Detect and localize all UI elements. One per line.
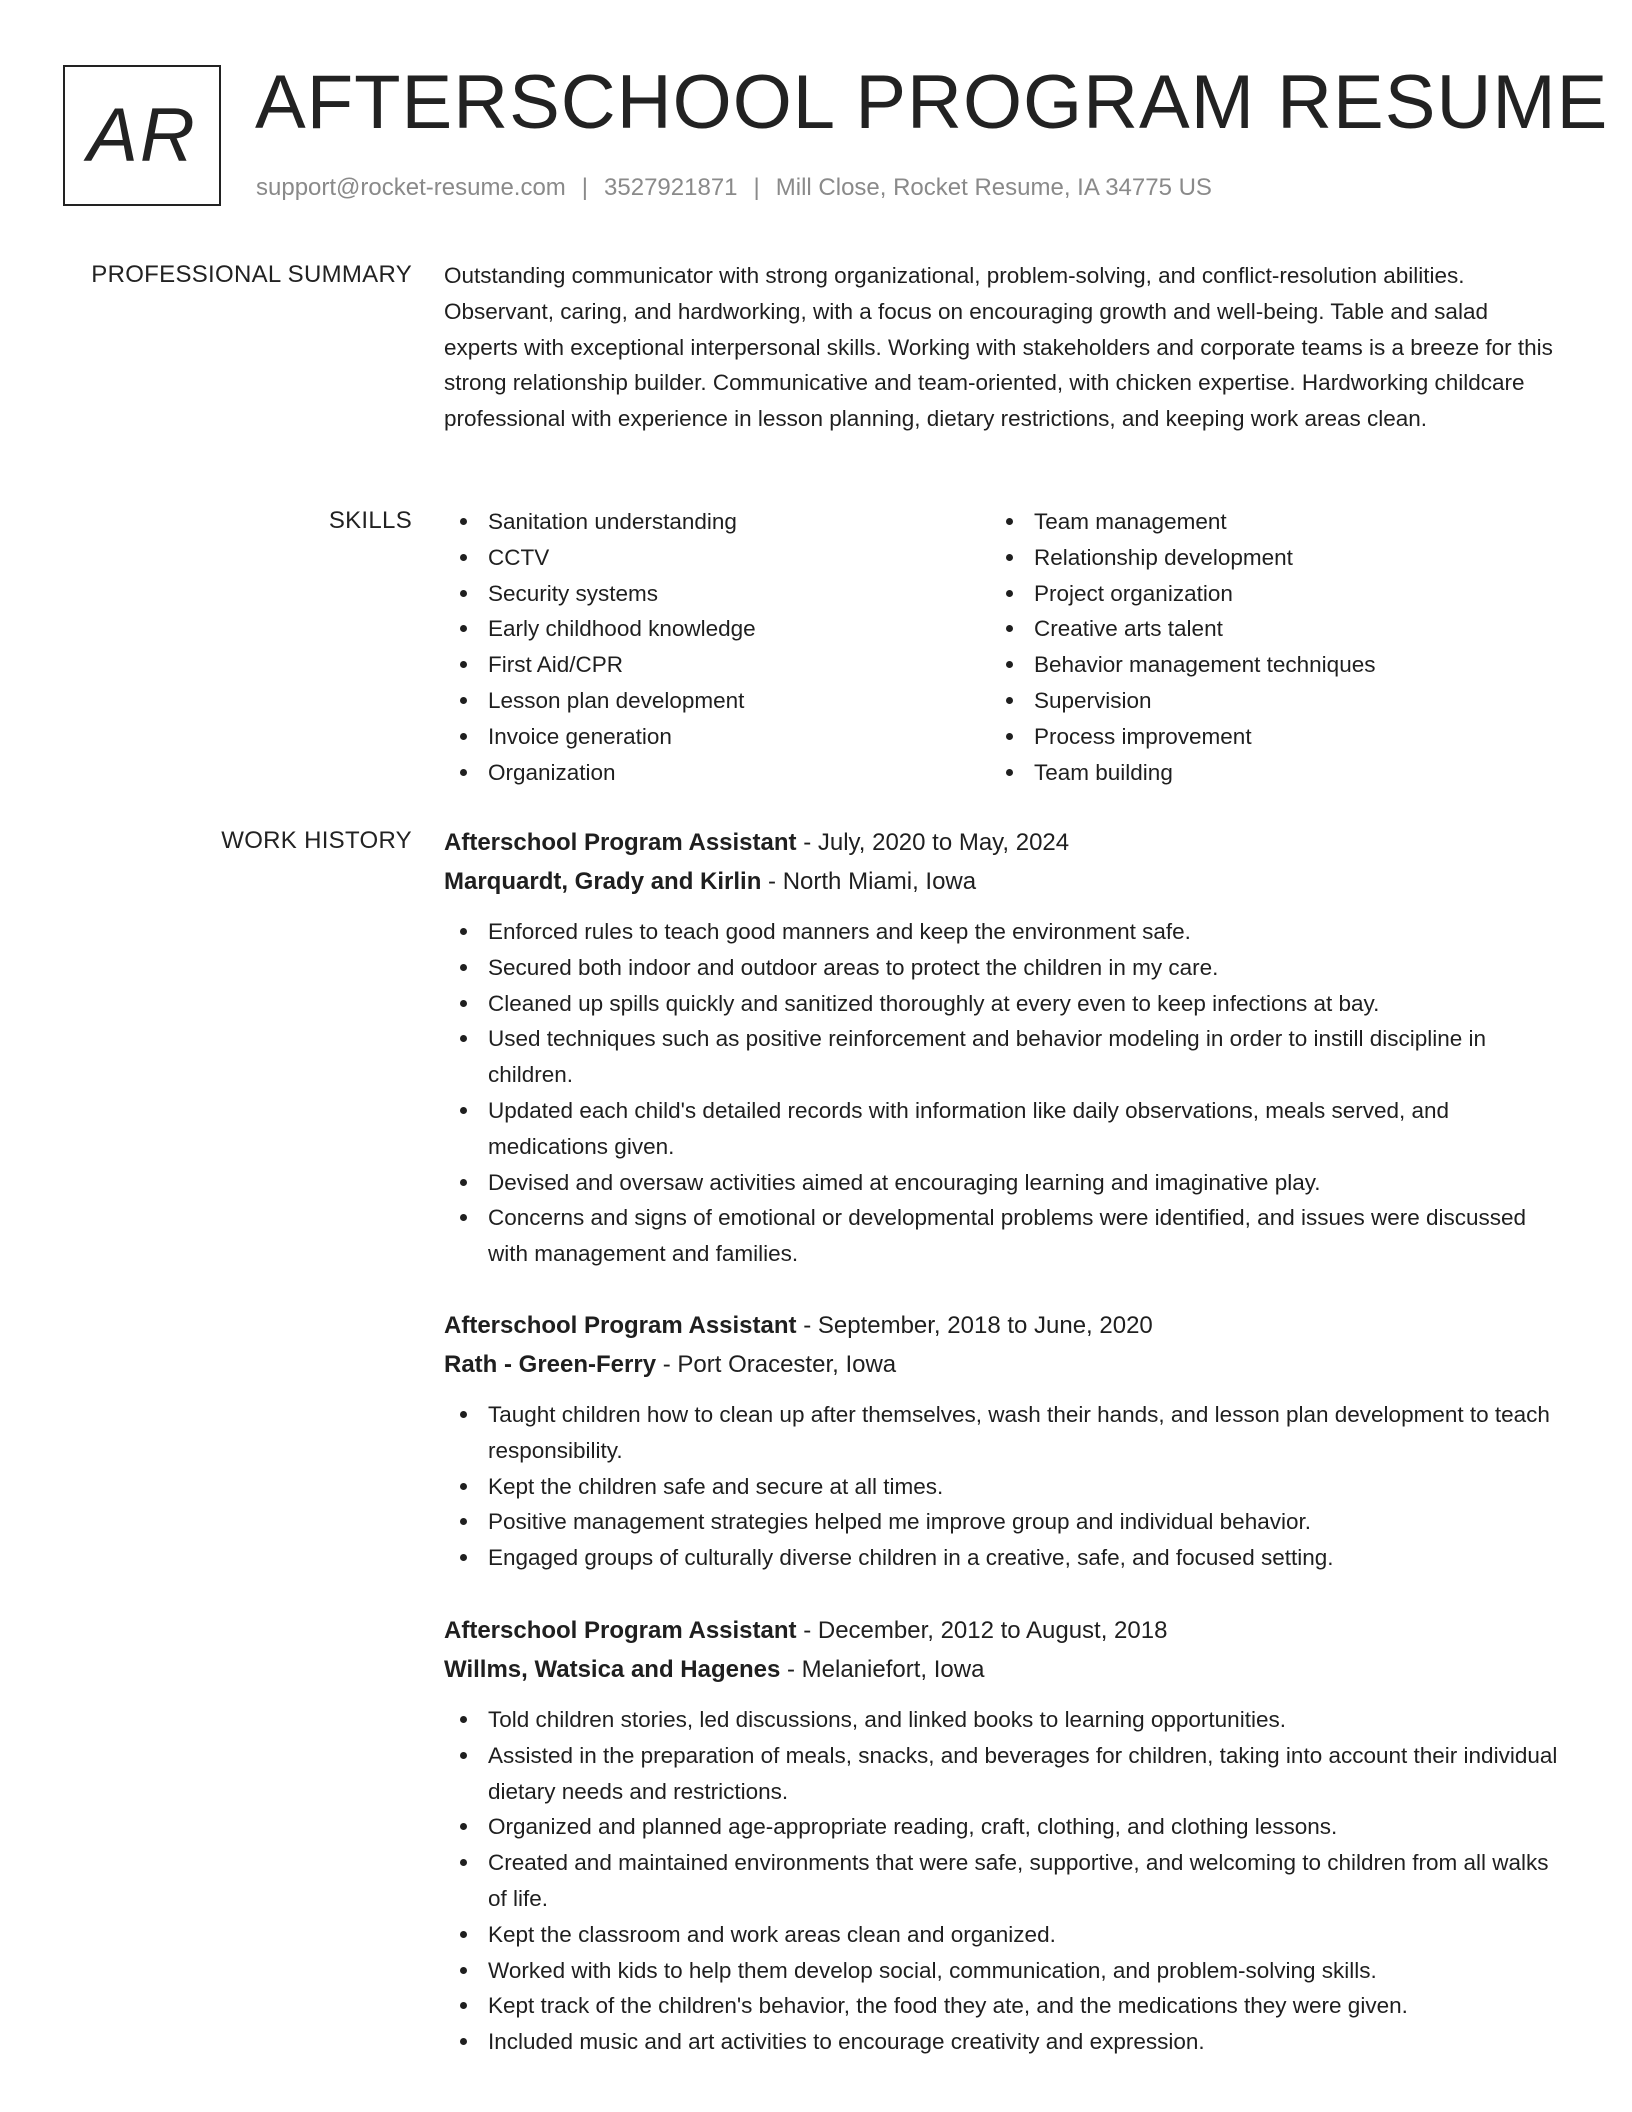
- skills-body: [444, 504, 1564, 790]
- job-title: Afterschool Program Assistant: [444, 1617, 797, 1644]
- job-bullet: Used techniques such as positive reinforcement and behavior modeling in order to instill discipline in children.: [444, 1021, 1564, 1093]
- job-bullet: Organized and planned age-appropriate reading, craft, clothing, and clothing lessons.: [444, 1809, 1564, 1845]
- job-dates: - December, 2012 to August, 2018: [796, 1617, 1168, 1644]
- job-bullet: Included music and art activities to encourage creativity and expression.: [444, 2024, 1564, 2060]
- skills-heading: SKILLS: [328, 507, 412, 534]
- skill-item: Behavior management techniques: [990, 647, 1536, 683]
- skill-item: Team building: [990, 755, 1536, 791]
- skill-item: Early childhood knowledge: [444, 611, 990, 647]
- job-company: Willms, Watsica and Hagenes: [444, 1656, 781, 1683]
- job-bullet: Kept track of the children's behavior, the food they ate, and the medications they were given.: [444, 1988, 1564, 2024]
- skill-item: Sanitation understanding: [444, 504, 990, 540]
- job-company: Marquardt, Grady and Kirlin: [444, 868, 762, 895]
- job-bullet: Updated each child's detailed records with information like daily observations, meals served, and medications given.: [444, 1093, 1564, 1165]
- job-bullet: Created and maintained environments that were safe, supportive, and welcoming to children from all walks of life.: [444, 1845, 1564, 1917]
- job-bullet-list: [444, 1702, 1564, 2060]
- skill-item: Organization: [444, 755, 990, 791]
- job-bullet-list: [444, 1397, 1564, 1576]
- skill-item: CCTV: [444, 540, 990, 576]
- job-entry: [444, 1611, 1564, 2060]
- skills-list-right: [990, 504, 1536, 790]
- job-bullet: Told children stories, led discussions, and linked books to learning opportunities.: [444, 1702, 1564, 1738]
- job-entry: [444, 823, 1564, 1272]
- summary-heading: PROFESSIONAL SUMMARY: [91, 261, 412, 288]
- contact-email: support@rocket-resume.com: [256, 174, 566, 201]
- job-title-line: [444, 823, 1564, 862]
- job-title: Afterschool Program Assistant: [444, 1312, 797, 1339]
- job-bullet: Assisted in the preparation of meals, snacks, and beverages for children, taking into account their individual dietary needs and restrictions.: [444, 1738, 1564, 1810]
- initials-monogram: AR: [63, 65, 221, 206]
- skill-item: Creative arts talent: [990, 611, 1536, 647]
- contact-separator: |: [753, 174, 760, 201]
- job-company-line: [444, 1650, 1564, 1689]
- job-company: Rath - Green-Ferry: [444, 1351, 657, 1378]
- job-location: - Port Oracester, Iowa: [656, 1351, 897, 1378]
- skill-item: Security systems: [444, 576, 990, 612]
- job-location: - Melaniefort, Iowa: [780, 1656, 985, 1683]
- summary-body: [444, 258, 1564, 437]
- work-history-heading: WORK HISTORY: [221, 827, 412, 854]
- skill-item: Lesson plan development: [444, 683, 990, 719]
- job-bullet: Concerns and signs of emotional or developmental problems were identified, and issues were discussed with management and families.: [444, 1200, 1564, 1272]
- skill-item: Process improvement: [990, 719, 1536, 755]
- job-bullet: Positive management strategies helped me improve group and individual behavior.: [444, 1504, 1564, 1540]
- job-location: - North Miami, Iowa: [761, 868, 977, 895]
- job-title-line: [444, 1611, 1564, 1650]
- summary-text: Outstanding communicator with strong organizational, problem-solving, and conflict-resolution abilities. Observant, caring, and hardworking, with a focus on encouraging growth and well-being. Table and salad experts with exceptional interpersonal skills. Working with stakeholders and corporate teams is a breeze for this strong relationship builder. Communicative and team-oriented, with chicken expertise. Hardworking childcare professional with experience in lesson planning, dietary restrictions, and keeping work areas clean.: [444, 263, 1553, 432]
- skill-item: Relationship development: [990, 540, 1536, 576]
- job-company-line: [444, 862, 1564, 901]
- job-entry: [444, 1306, 1564, 1576]
- job-company-line: [444, 1345, 1564, 1384]
- job-bullet: Cleaned up spills quickly and sanitized thoroughly at every even to keep infections at bay.: [444, 986, 1564, 1022]
- job-bullet-list: [444, 914, 1564, 1272]
- contact-phone: 3527921871: [604, 174, 738, 201]
- job-bullet: Kept the children safe and secure at all times.: [444, 1469, 1564, 1505]
- contact-address: Mill Close, Rocket Resume, IA 34775 US: [775, 174, 1212, 201]
- skill-item: Team management: [990, 504, 1536, 540]
- job-bullet: Secured both indoor and outdoor areas to protect the children in my care.: [444, 950, 1564, 986]
- skill-item: Project organization: [990, 576, 1536, 612]
- job-bullet: Taught children how to clean up after themselves, wash their hands, and lesson plan development to teach responsibility.: [444, 1397, 1564, 1469]
- skills-list-left: [444, 504, 990, 790]
- job-dates: - September, 2018 to June, 2020: [796, 1312, 1153, 1339]
- job-title-line: [444, 1306, 1564, 1345]
- skill-item: Invoice generation: [444, 719, 990, 755]
- job-dates: - July, 2020 to May, 2024: [796, 829, 1070, 856]
- contact-separator: |: [581, 174, 589, 201]
- job-bullet: Kept the classroom and work areas clean and organized.: [444, 1917, 1564, 1953]
- resume-title: AFTERSCHOOL PROGRAM RESUME: [255, 60, 1609, 145]
- contact-line: [256, 174, 1212, 202]
- job-bullet: Enforced rules to teach good manners and keep the environment safe.: [444, 914, 1564, 950]
- skill-item: First Aid/CPR: [444, 647, 990, 683]
- job-bullet: Worked with kids to help them develop social, communication, and problem-solving skills.: [444, 1953, 1564, 1989]
- job-bullet: Engaged groups of culturally diverse children in a creative, safe, and focused setting.: [444, 1540, 1564, 1576]
- job-title: Afterschool Program Assistant: [444, 829, 797, 856]
- job-bullet: Devised and oversaw activities aimed at encouraging learning and imaginative play.: [444, 1165, 1564, 1201]
- skill-item: Supervision: [990, 683, 1536, 719]
